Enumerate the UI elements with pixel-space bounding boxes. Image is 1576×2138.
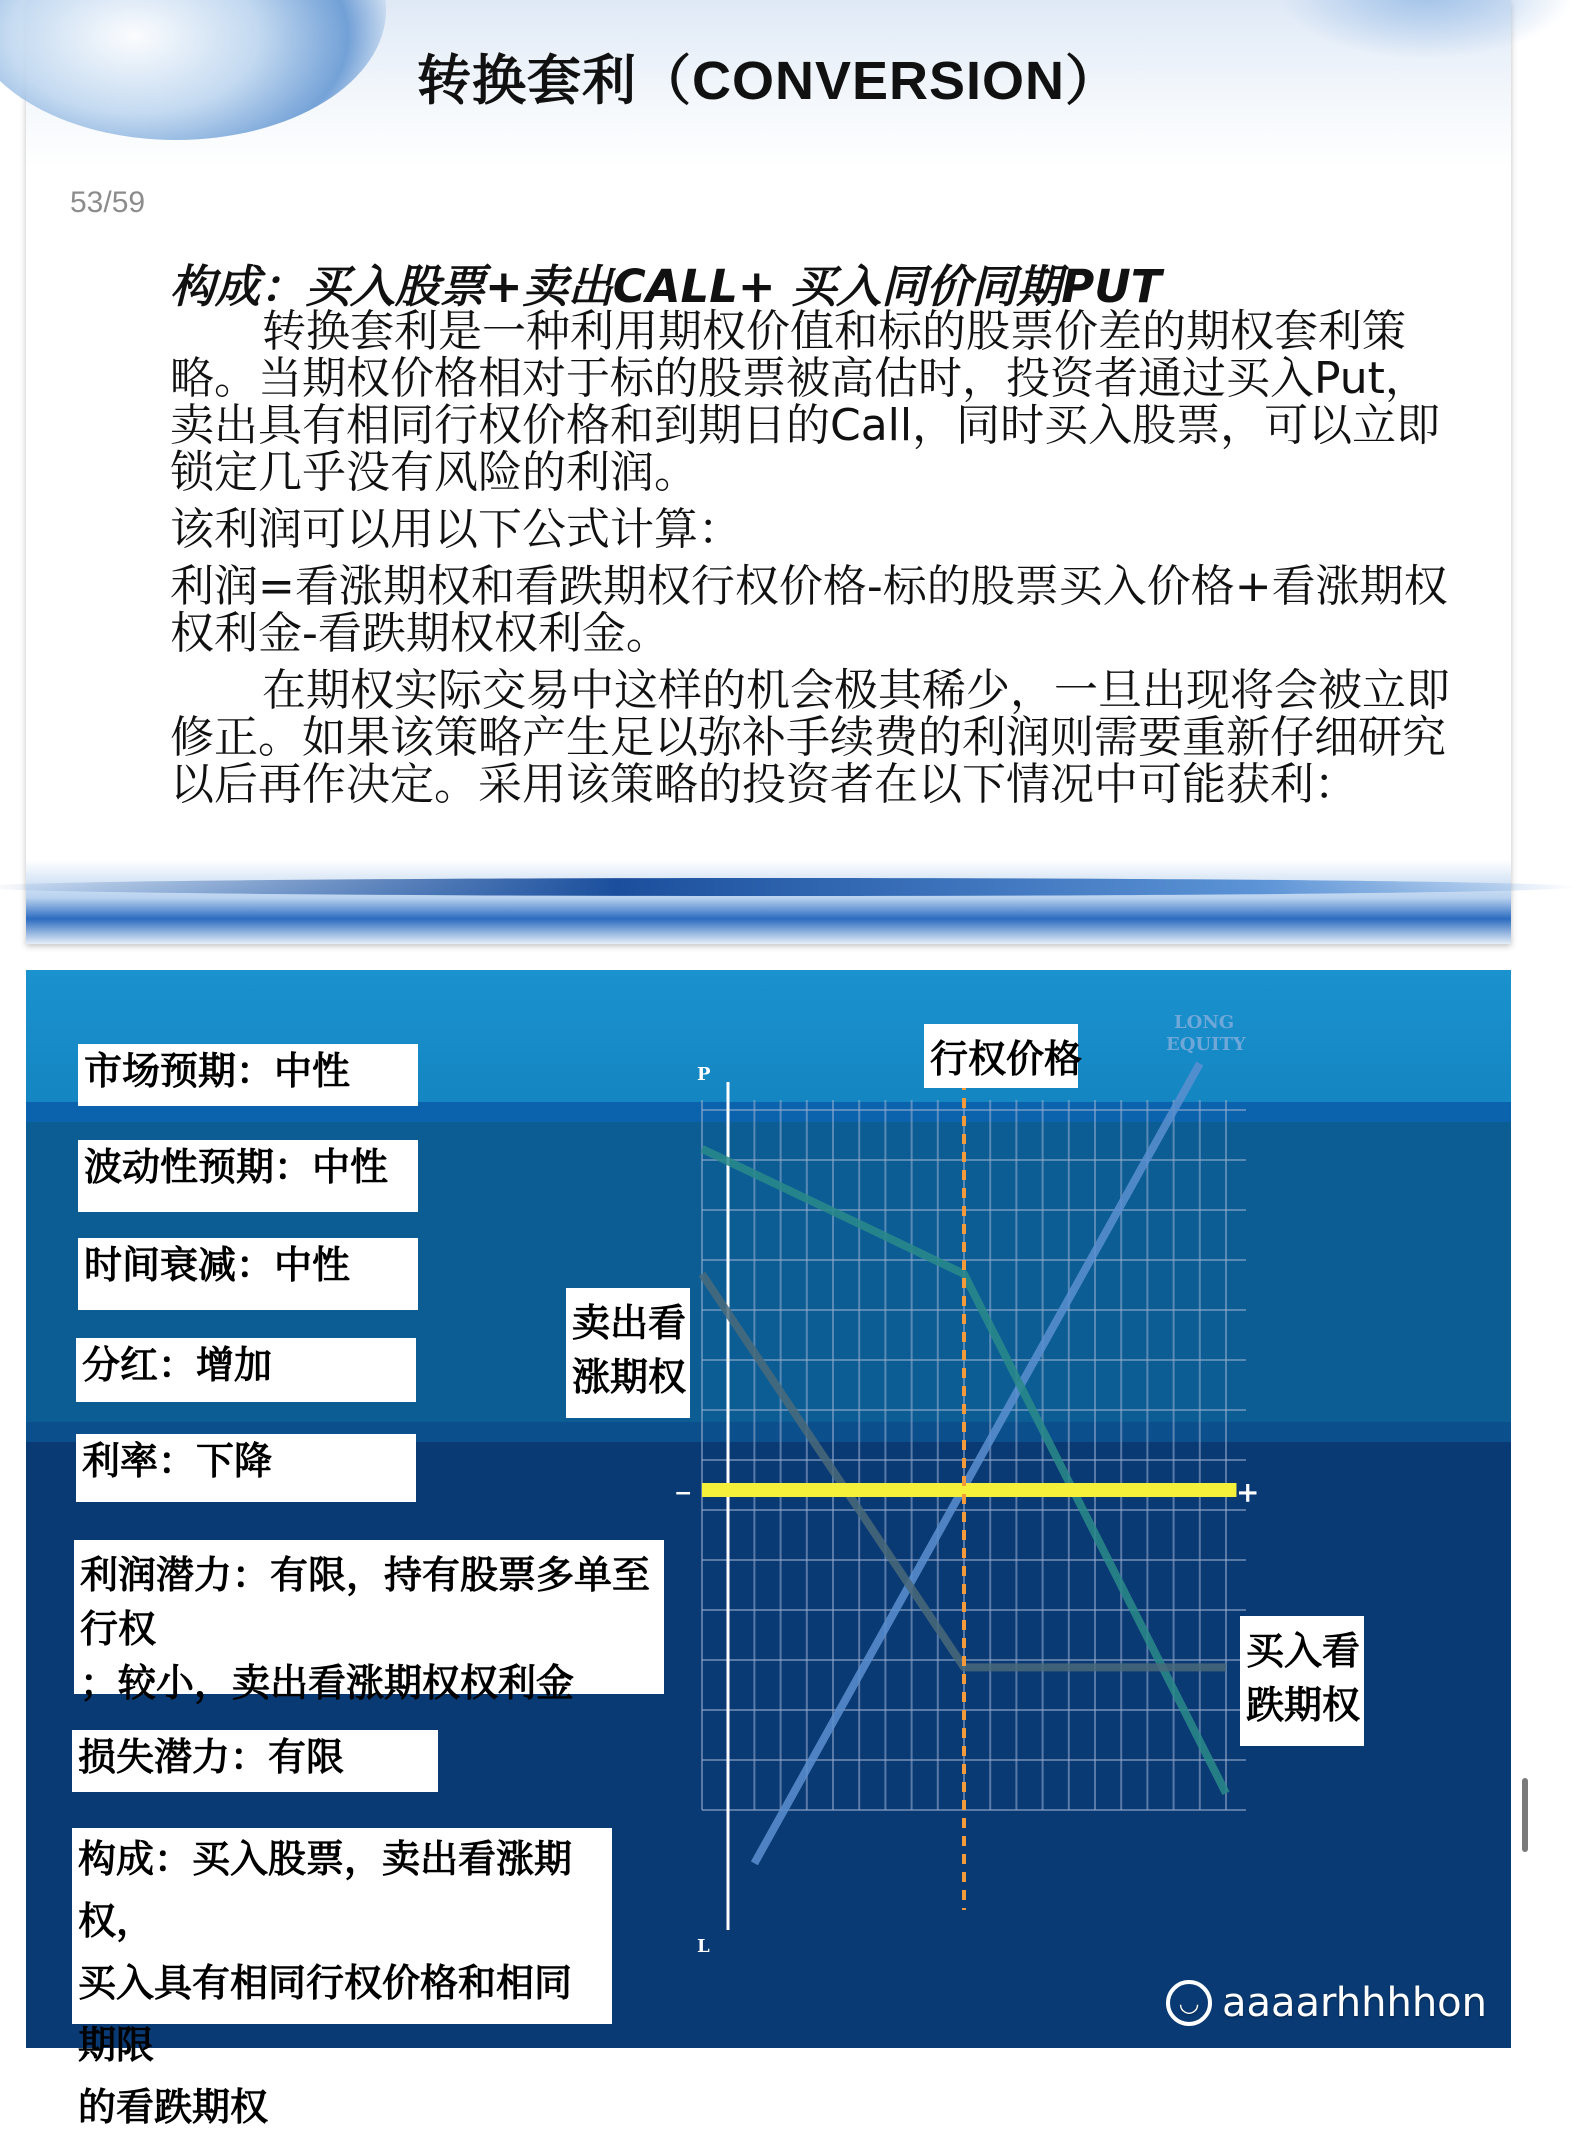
loss-potential-label: 损失潜力：有限 — [72, 1730, 438, 1792]
paragraph-formula: 利润=看涨期权和看跌期权行权价格-标的股票买入价格+看涨期权权利金-看跌期权权利金。 — [170, 561, 1448, 659]
composition-line: 的看跌期权 — [78, 2084, 269, 2129]
slide-conversion-text — [26, 0, 1511, 944]
slide-title: 转换套利（CONVERSION） — [416, 51, 1121, 111]
scrollbar-thumb[interactable] — [1522, 1778, 1528, 1852]
strike-label: 行权价格 — [930, 1036, 1083, 1081]
payoff-line-0 — [754, 1064, 1199, 1864]
volatility-expectation-label: 波动性预期：中性 — [78, 1140, 418, 1212]
long-put-label: 跌期权 — [1246, 1682, 1361, 1727]
x-axis-left-label: − — [674, 1480, 693, 1506]
paragraph-formula-intro: 该利润可以用以下公式计算： — [170, 504, 742, 555]
dividend-label: 分红：增加 — [76, 1338, 416, 1402]
conversion-payoff-chart — [26, 970, 1511, 2048]
long-equity-label: LONG — [1174, 1012, 1235, 1033]
paragraph-conclusion-text: 在期权实际交易中这样的机会极其稀少，一旦出现将会被立即修正。如果该策略产生足以弥补手续费的利润则需要重新仔细研究以后再作决定。采用该策略的投资者在以下情况中可能获利： — [170, 665, 1450, 810]
interest-rate-label: 利率：下降 — [76, 1434, 416, 1502]
profit-potential-line: 利润潜力：有限，持有股票多单至行权 — [80, 1552, 651, 1651]
page-indicator: 53/59 — [70, 186, 146, 219]
y-axis-bottom-label: L — [697, 1936, 710, 1957]
paragraph-conclusion — [170, 667, 1450, 808]
paragraph-intro — [170, 308, 1450, 496]
profit-potential-line: ；较小，卖出看涨期权权利金 — [80, 1660, 575, 1705]
short-call-label: 涨期权 — [572, 1354, 687, 1399]
x-axis-right-label: + — [1236, 1476, 1260, 1509]
composition-line: 买入具有相同行权价格和相同期限 — [78, 1960, 573, 2067]
slide-conversion-chart — [26, 970, 1511, 2129]
time-decay-label: 时间衰减：中性 — [78, 1238, 418, 1310]
market-expectation-label: 市场预期：中性 — [78, 1044, 418, 1106]
short-call-label: 卖出看 — [572, 1300, 687, 1345]
y-axis-top-label: P — [697, 1064, 711, 1085]
paragraph-intro-text: 转换套利是一种利用期权价值和标的股票价差的期权套利策略。当期权价格相对于标的股票被高估时，投资者通过买入Put，卖出具有相同行权价格和到期日的Call，同时买入股票，可以立即锁定几乎没有风险的利润。 — [170, 306, 1441, 498]
slide-body — [170, 308, 1450, 818]
watermark-text: aaaarhhhhon — [1221, 1980, 1487, 2026]
watermark — [1166, 1980, 1487, 2026]
long-put-label: 买入看 — [1246, 1628, 1361, 1673]
composition-line: 构成：买入股票，卖出看涨期权， — [78, 1836, 573, 1943]
long-equity-label: EQUITY — [1166, 1034, 1246, 1055]
slide-subtitle: 构成：买入股票+卖出CALL+ 买入同价同期PUT — [170, 260, 1162, 313]
footer-swoosh-decoration — [0, 878, 1576, 896]
slide-footer-decoration — [26, 860, 1511, 944]
weibo-icon: ◡ — [1166, 1980, 1212, 2026]
